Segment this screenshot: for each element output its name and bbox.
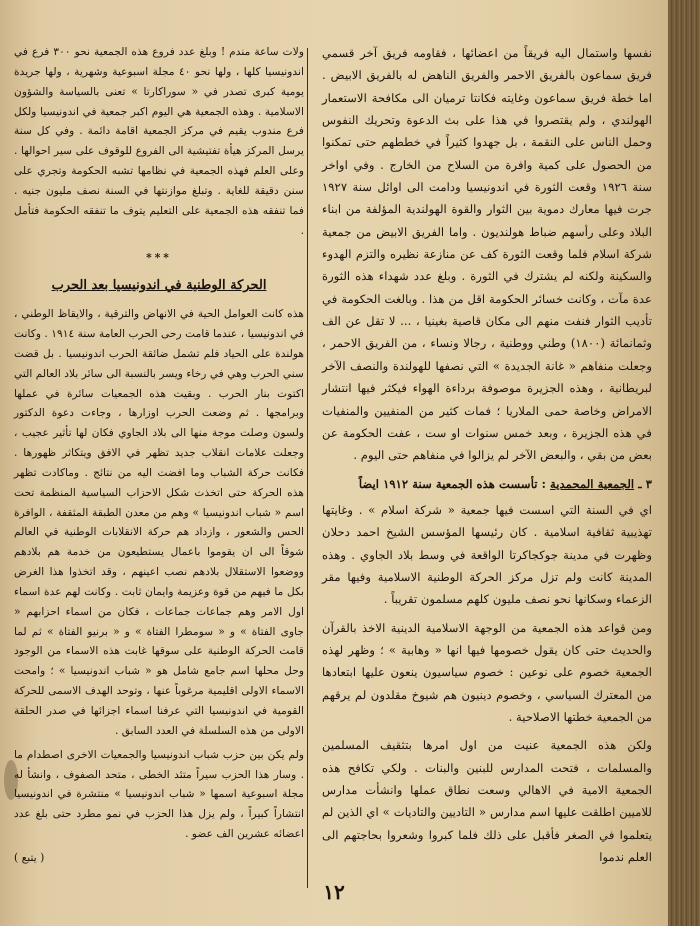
section-3-title (322, 473, 652, 495)
left-paragraph-1: ولات ساعة مندم ! وبلغ عدد فروع هذه الجمعية نحو ٣٠٠ فرع في اندونيسيا كلها ، ولها نحو ٤٠ مجلة اسبوعية وشهرية ، ولها جريدة يومية كبرى تصدر في « سوراكارتا » تعنى بالسياسة والشؤون الاسلامية . وهذه الجمعية هي اليوم اكبر جمعية في اندونيسيا ولكل فرع مندوب يقيم في مركز الجمعية اقامة دائمة . وفي كل سنة يرسل المركز هيأة تفتيشية الى الفروع للوقوف على سير احوالها . وعلى العلم فهذه الجمعية في نظامها تشبه الحكومة وتجري على سنن دقيقة للغاية . وتبلغ موازنتها في السنة نصف مليون جنيه . فما تنفقه هذه الجمعية على التعليم يتوف ما تنفقه الحكومة فتأمل . (14, 45, 304, 237)
section-name: الجمعية المحمدية (550, 476, 635, 491)
right-paragraph-4: ولكن هذه الجمعية عنيت من اول امرها بتثقيف المسلمين والمسلمات ، فتحت المدارس للبنين والبنات . ولكي تكافح هذه الجمعية الامية في الاهالي وسعت نطاق عملها وانشأت مدارس للاميين اطلقت عليها اسم مدارس « التاديين والتاديات » اي الذين لم يتعلموا في الصغر فأقبل على ذلك فلما كبروا وشعروا بحاجتهم الى العلم ندموا (322, 738, 652, 865)
section-intro: : تأسست هذه الجمعية سنة ١٩١٢ ايضاً (358, 476, 546, 491)
column-divider (307, 48, 308, 888)
page-stain (4, 760, 18, 800)
section-number: ٣ ـ (638, 476, 652, 491)
left-paragraph-3: ولم يكن بين حزب شباب اندونيسيا والجمعيات الاخرى اصطدام ما . وسار هذا الحزب سيراً متئد الخطى ، متحد الصفوف ، وانشأ له مجلة اسبوعية اسمها « شباب اندونيسيا » منتشرة في اندونيسيا انتشاراً كبيراً ، ولم يزل هذا الحزب في نمو مطرد حتى بلغ عدد اعضائه عشرين الف عضو . (14, 747, 304, 841)
left-column (14, 42, 304, 868)
right-paragraph-3: ومن قواعد هذه الجمعية من الوجهة الاسلامية الدينية الاخذ بالقرآن والحديث حتى كان يقول خصومها فيها انها « وهابية » ؛ وظهر لهذه الجمعية خصوم على نوعين : خصوم سياسيون ينعون عليها ابتعادها من المعترك السياسي ، وخصوم دينيون هم شيوخ مقلدون لم يرقهم من الجمعية خطتها الاصلاحية . (322, 620, 652, 724)
right-column (322, 42, 652, 868)
continued-label: ( يتبع ) (14, 850, 45, 864)
book-page-edges (668, 0, 700, 926)
left-paragraph-2: هذه كانت العوامل الحية في الانهاض والترقية ، والايقاظ الوطني ، في اندونيسيا ، عندما قامت رحى الحرب العامة سنة ١٩١٤ . وكانت هولندة على الحياد فلم تشمل ضائقة الحرب اندونيسيا . بل قضت سني الحرب وهي في رخاء ويسر بالنسبة الى سائر بلاد العالم التي اكتوت بنار الحرب . وبقيت هذه الجمعيات سائرة في عملها وبرامجها . ثم وضعت الحرب اوزارها ، وجاءت دعوة الدكتور ولسون وصلت موجة منها الى بلاد الجاوي فكان لها تأثير عجيب ، وجعلت علامات انقلاب جديد تظهر في الافق ويتكاثر ظهورها . فكانت حركة الشباب وما افضت اليه من نتائج . وماكادت تظهر هذه الحركة حتى اتخذت شكل الاحزاب السياسية المنظمة تحت اسم « شباب اندونيسيا » وهم من معدن الطبقة المثقفة ، الوافرة الحس والشعور ، وازداد هم حركة الانقلابات الوطنية في العالم شوقاً الى ان يقوموا باعمال يستطيعون من خدمة هم بلادهم ووضعوا الاستقلال بلادهم نصب اعينهم ، وقد اتخذوا هذا الغرض بكل ما فيهم من قوة وعزيمة وايمان ثابت . وكانت لهم عدة اسماء اول الامر وهم جماعات جماعات ، فكان من اسماء احزابهم « جاوى الفتاة » و « سومطرا الفتاة » و « برنيو الفتاة » ثم لما قامت الحركة الوطنية على سوقها غابت هذه الاسماء من الوجود وحل محلها اسم جامع شامل هو « شباب اندونيسيا » ؛ وامحت الاسماء الاولى اقليمية مرغوباً عنها ، وتوحد الهدف الاسمى للحركة القومية في اندونيسيا التي عرفنا اسماء اجزائها في صدر الحلقة الاولى من هذه السلسلة في العدد السابق . (14, 307, 304, 737)
page-number: ١٢ (323, 880, 345, 904)
right-paragraph-1: نفسها واستمال اليه فريقاً من اعضائها ، فقاومه فريق آخر قسمي فريق سماعون بالفريق الاحمر والفريق الناهض له بالفريق الابيض . اما خطة فريق سماعون وغايته فكانتا ترميان الى مكافحة الاستعمار الهولندي ، ولم يقتصروا في هذا على بث الدعوة وتحريك النفوس وحمل الناس على النقمة ، بل جهدوا كثيراً في خططهم حتى تمكنوا من الحصول على كمية وافرة من السلاح من الخارج . وفي اواخر سنة ١٩٢٦ وقعت الثورة في اندونيسيا ودامت الى اوائل سنة ١٩٢٧ جرت فيها معارك دموية بين الثوار والقوة الهولندية المؤلفة من ابناء البلاد وعلى رأسهم ضباط هولنديون . واما الفريق الابيض من جمعية شركة اسلام فلما وقعت الثورة كف عن منازعة نظيره والتزم الهدوء والسكينة ولكنه لم يشترك في الثورة . وبلغ عدد شهداء هذه الثورة عدة مآت ، وكانت خسائر الحكومة اقل من هذا . وبالغت الحكومة في تأديب الثوار فنفت منهم الى مكان قاصية بغينيا ، ... لا تقل عن الف وثمانمائة (١٨٠٠) وطني ووطنية ، رجالا ونساء ، من الفريق الاحمر ، وجعلت منفاهم « غانة الجديدة » التي نصفها للهولندة والنصف الآخر لبريطانية ، وهذه الجزيرة موصوفة برداءة الهواء فيكثر فيها انتشار الامراض وخاصة حمى الملاريا ؛ فمات كثير من المنفيين والمنفيات في هذه الجزيرة ، وبعد خمس سنوات او ست ، عفت الحكومة عن بعض من بقي ، والبعض الآخر لم يزالوا في منفاهم حتى اليوم . (322, 46, 652, 463)
article-heading: الحركة الوطنية في اندونيسيا بعد الحرب (51, 278, 267, 294)
section-separator: *** (146, 251, 172, 265)
right-paragraph-2: اي في السنة التي اسست فيها جمعية « شركة اسلام » . وغايتها تهذيبية ثقافية اسلامية . كان رئيسها المؤسس الشيخ احمد دحلان وظهرت في مدينة جوكجاكرتا الواقعة في وسط بلاد الجاوي . وهذه المدينة كانت ولم تزل مركز الحركة الوطنية الاسلامية وفيها مقر الزعماء وسكانها نحو نصف مليون كلهم مسلمون تقريباً . (322, 502, 652, 607)
continued-note (14, 848, 304, 868)
